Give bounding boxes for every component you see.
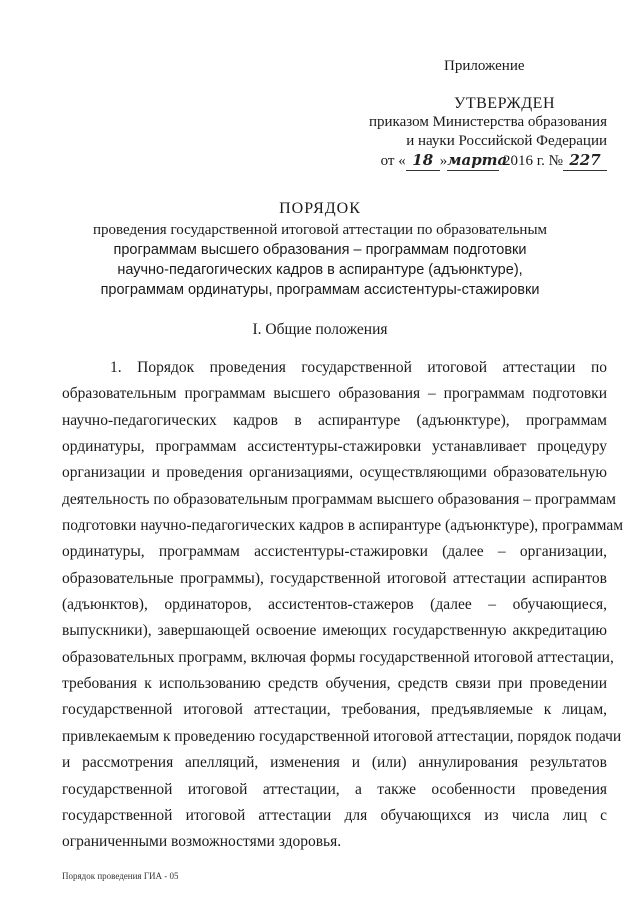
text-line: 1. Порядок проведения государственной итоговой аттестации по <box>110 359 607 376</box>
document-title: ПОРЯДОК <box>279 200 361 217</box>
handwritten-day: 18 <box>406 151 440 171</box>
text-line: привлекаемым к проведению государственной итоговой аттестации, порядок подачи <box>62 727 622 745</box>
text-line: научно-педагогических кадров в аспирантуре (адъюнктуре), программам <box>62 411 607 429</box>
section-heading: I. Общие положения <box>252 321 388 338</box>
subtitle-line: проведения государственной итоговой аттестации по образовательным <box>92 222 548 238</box>
text-line: государственной итоговой аттестации, а также особенности проведения <box>62 780 607 798</box>
appendix-label: Приложение <box>444 58 525 74</box>
text-line: ограниченными возможностями здоровья. <box>62 833 342 851</box>
order-line-1: приказом Министерства образования <box>369 114 607 130</box>
document-title-block <box>0 200 640 300</box>
text-line: деятельность по образовательным программам высшего образования – программам <box>62 490 616 508</box>
text-line: требования к использованию средств обучения, средств связи при проведении <box>62 675 607 693</box>
subtitle-line: научно-педагогических кадров в аспирантуре (адъюнктуре), <box>117 262 523 278</box>
subtitle-line: программам ординатуры, программам ассистентуры-стажировки <box>100 282 540 298</box>
order-date-line <box>0 151 607 171</box>
order-line-2: и науки Российской Федерации <box>406 133 607 149</box>
approved-stamp: УТВЕРЖДЕН <box>454 95 555 112</box>
subtitle-line: программам высшего образования – программам подготовки <box>113 242 527 258</box>
text-line: (адъюнктов), ординаторов, ассистентов-стажеров (далее – обучающиеся, <box>62 596 607 614</box>
text-line: образовательным программам высшего образования – программам подготовки <box>62 385 607 403</box>
handwritten-order-number: 227 <box>563 151 607 171</box>
text-line: ординатуры, программам ассистентуры-стажировки устанавливает процедуру <box>62 438 607 456</box>
text-line: организации и проведения организациями, осуществляющими образовательную <box>62 464 607 482</box>
approval-block <box>0 94 607 171</box>
page-footer: Порядок проведения ГИА - 05 <box>62 871 179 881</box>
text-line: ординатуры, программам ассистентуры-стажировки (далее – организации, <box>62 543 607 561</box>
date-year: 2016 г. № <box>502 153 563 169</box>
text-line: государственной итоговой аттестации, требования, предъявляемые к лицам, <box>62 701 607 719</box>
handwritten-month: марта <box>447 151 508 169</box>
text-line: подготовки научно-педагогических кадров в аспирантуре (адъюнктуре), программам <box>62 517 624 535</box>
paragraph-1 <box>62 355 624 856</box>
text-line: государственной итоговой аттестации для обучающихся из числа лиц с <box>62 806 607 824</box>
date-quote-close: » <box>439 153 448 169</box>
text-line: и рассмотрения апелляций, изменения и (или) аннулирования результатов <box>62 754 607 772</box>
text-line: образовательных программ, включая формы государственной итоговой аттестации, <box>62 648 614 666</box>
text-line: образовательные программы), государственной итоговой аттестации аспирантов <box>62 569 607 587</box>
date-prefix: от « <box>380 153 406 169</box>
text-line: выпускники), завершающей освоение имеющих государственную аккредитацию <box>62 622 607 640</box>
